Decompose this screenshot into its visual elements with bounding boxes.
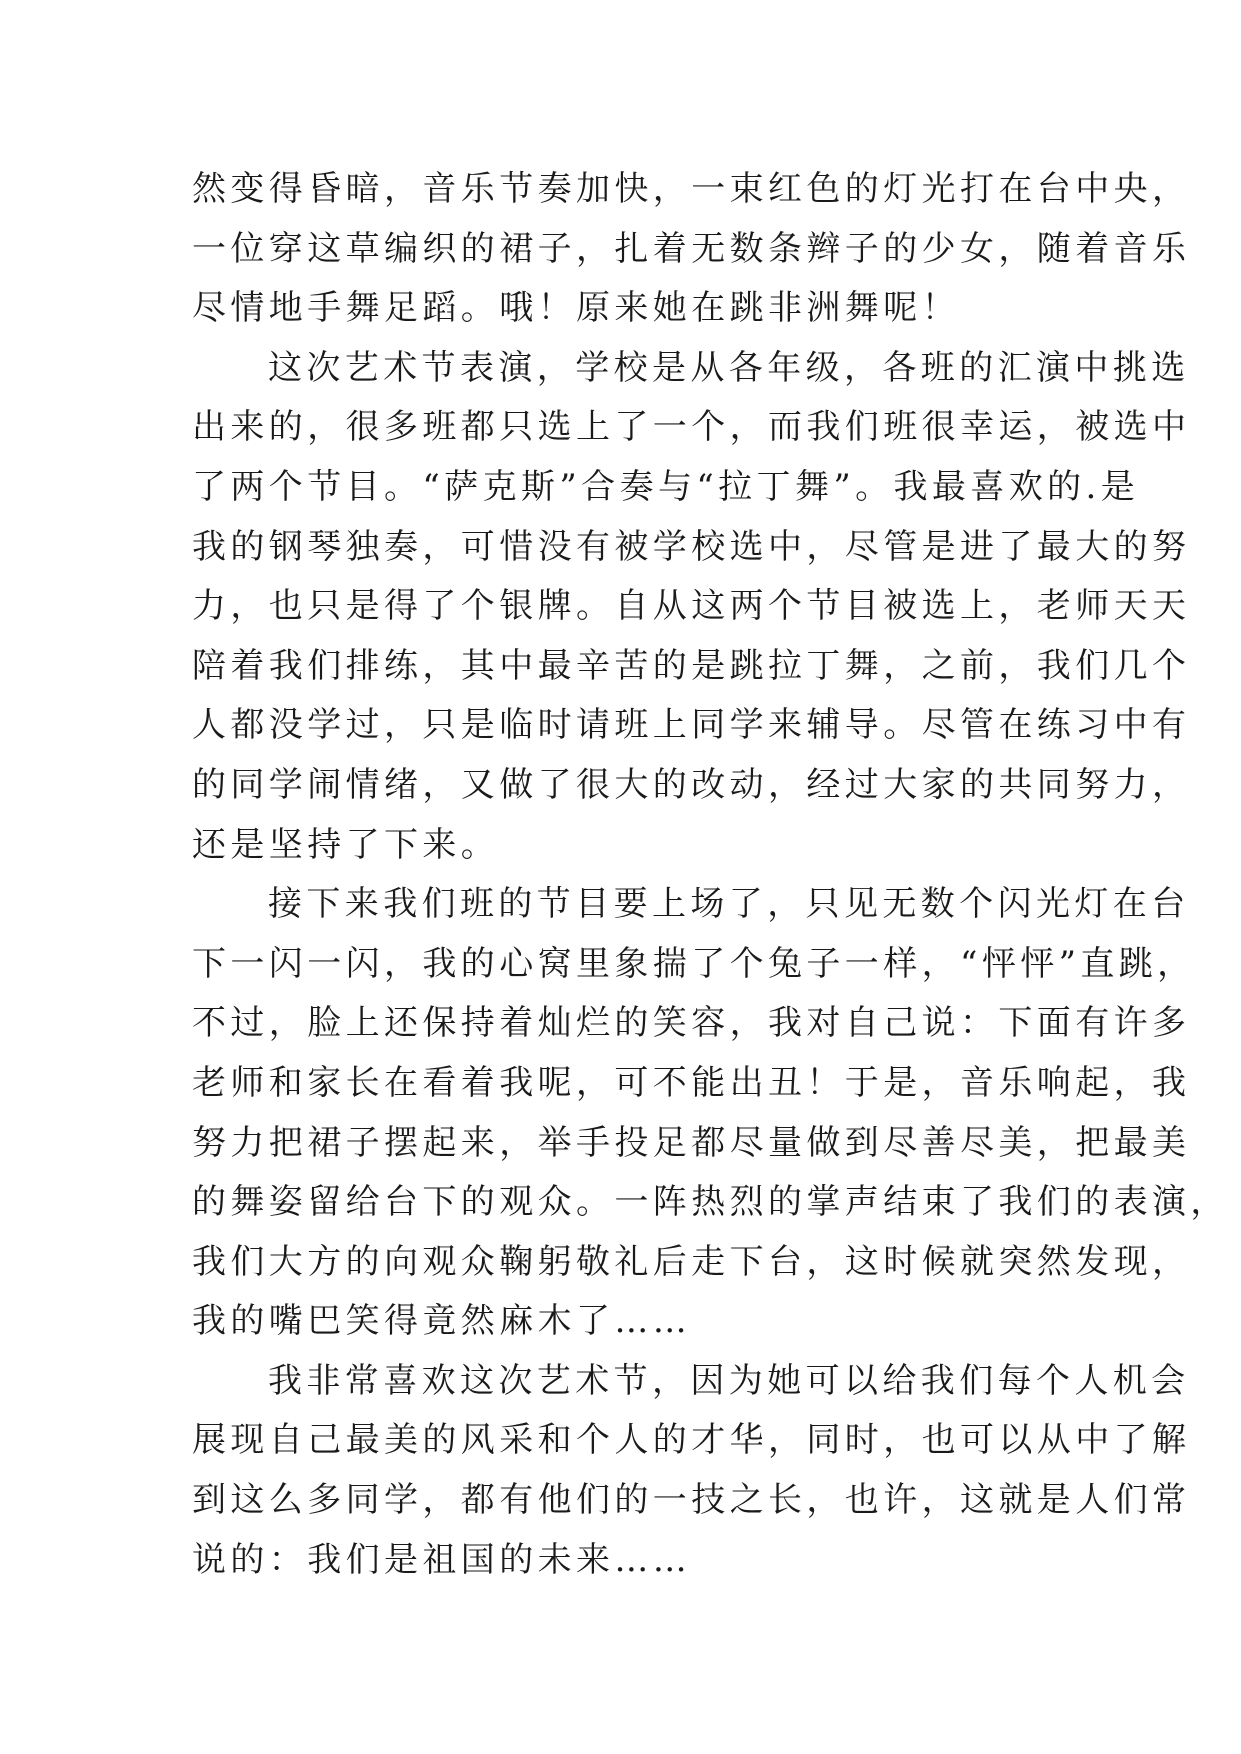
text-line: 陪着我们排练，其中最辛苦的是跳拉丁舞，之前，我们几个 <box>192 645 1191 686</box>
text-line: 这次艺术节表演，学校是从各年级，各班的汇演中挑选 <box>268 347 1190 388</box>
text-line: 到这么多同学，都有他们的一技之长，也许，这就是人们常 <box>192 1480 1191 1521</box>
text-line: 人都没学过，只是临时请班上同学来辅导。尽管在练习中有 <box>192 705 1191 746</box>
text-line: 还是坚持了下来。 <box>192 824 500 865</box>
paragraph-2 <box>192 339 1191 875</box>
text-line: 展现自己最美的风采和个人的才华，同时，也可以从中了解 <box>192 1420 1191 1461</box>
text-line: 我们大方的向观众鞠躬敬礼后走下台，这时候就突然发现， <box>192 1241 1191 1282</box>
text-line: 力，也只是得了个银牌。自从这两个节目被选上，老师天天 <box>192 586 1191 627</box>
text-line: 一位穿这草编织的裙子，扎着无数条辫子的少女，随着音乐 <box>192 228 1191 269</box>
text-line: 下一闪一闪，我的心窝里象揣了个兔子一样，“怦怦”直跳， <box>192 943 1196 984</box>
article-body <box>192 160 1229 1590</box>
text-line: 接下来我们班的节目要上场了，只见无数个闪光灯在台 <box>268 884 1190 925</box>
text-line: 说的：我们是祖国的未来…… <box>192 1539 692 1580</box>
text-line: 然变得昏暗，音乐节奏加快，一束红色的灯光打在台中央， <box>192 169 1191 209</box>
paragraph-1 <box>192 160 1191 339</box>
text-line: 努力把裙子摆起来，举手投足都尽量做到尽善尽美，把最美 <box>192 1122 1191 1163</box>
text-line: 我的钢琴独奏，可惜没有被学校选中，尽管是进了最大的努 <box>192 526 1191 567</box>
text-line: 我的嘴巴笑得竟然麻木了…… <box>192 1301 692 1342</box>
text-line: 老师和家长在看着我呢，可不能出丑！于是，音乐响起，我 <box>192 1062 1191 1103</box>
text-line: 出来的，很多班都只选上了一个，而我们班很幸运，被选中 <box>192 407 1191 448</box>
text-line: 的同学闹情绪，又做了很大的改动，经过大家的共同努力， <box>192 764 1191 805</box>
text-line: 的舞姿留给台下的观众。一阵热烈的掌声结束了我们的表演， <box>192 1182 1229 1223</box>
text-line: 尽情地手舞足蹈。哦！原来她在跳非洲舞呢！ <box>192 288 960 329</box>
text-line: 我非常喜欢这次艺术节，因为她可以给我们每个人机会 <box>268 1360 1190 1401</box>
text-line: 了两个节目。“萨克斯”合奏与“拉丁舞”。我最喜欢的.是 <box>192 466 1140 507</box>
text-line: 不过，脸上还保持着灿烂的笑容，我对自己说：下面有许多 <box>192 1003 1191 1044</box>
paragraph-4 <box>192 1352 1191 1590</box>
paragraph-3 <box>192 875 1229 1352</box>
